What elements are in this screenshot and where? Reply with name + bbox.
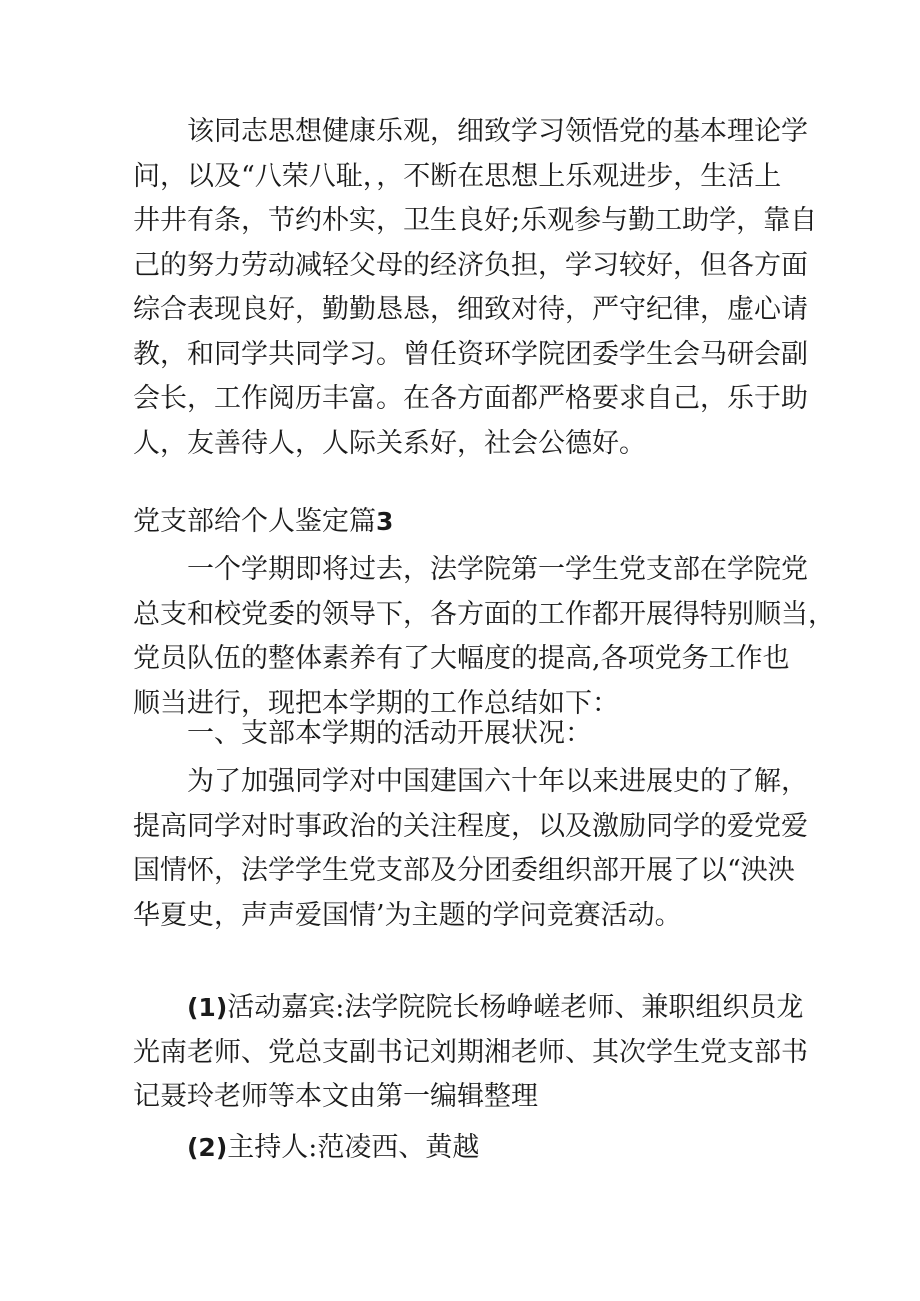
paragraph-1 [133, 110, 818, 466]
list-item-number: (2) [187, 1133, 228, 1162]
paragraph-line: 顺当进行，现把本学期的工作总结如下： [133, 687, 619, 719]
list-item-line [133, 986, 813, 1031]
list-item-line [133, 1126, 813, 1171]
paragraph-line: 己的努力劳动减轻父母的经济负担，学习较好，但各方面 [133, 249, 808, 281]
paragraph-line: 井井有条，节约朴实，卫生良好;乐观参与勤工助学，靠自 [133, 205, 818, 236]
paragraph-2 [133, 548, 835, 726]
paragraph-line: 为了加强同学对中国建国六十年以来进展史的了解， [187, 766, 808, 797]
list-item-text: 主持人:范凌西、黄越 [227, 1132, 480, 1163]
list-item-line: 光南老师、党总支副书记刘期湘老师、其次学生党支部书 [133, 1036, 808, 1068]
subsection-line: 一、支部本学期的活动开展状况： [187, 718, 592, 749]
list-item-line: 记聂玲老师等本文由第一编辑整理 [133, 1081, 538, 1112]
paragraph-line: 党员队伍的整体素养有了大幅度的提高,各项党务工作也 [133, 643, 790, 674]
heading-text: 党支部给个人鉴定篇 [133, 506, 376, 537]
heading-number: 3 [376, 507, 394, 536]
paragraph-line: 综合表现良好，勤勤恳恳，细致对待，严守纪律，虚心请 [133, 294, 808, 325]
paragraph-line: 总支和校党委的领导下，各方面的工作都开展得特别顺当， [133, 598, 835, 630]
paragraph-line: 教，和同学共同学习。曾任资环学院团委学生会马研会副 [133, 338, 808, 370]
paragraph-line: 提高同学对时事政治的关注程度，以及激励同学的爱党爱 [133, 810, 808, 842]
section-heading [133, 500, 813, 545]
paragraph-line: 国情怀，法学学生党支部及分团委组织部开展了以“泱泱 [133, 855, 795, 886]
list-item-text: 活动嘉宾:法学院院长杨峥嵯老师、兼职组织员龙 [227, 992, 804, 1023]
list-item-2 [133, 1126, 813, 1171]
list-item-number: (1) [187, 993, 228, 1022]
paragraph-line: 会长，工作阅历丰富。在各方面都严格要求自己，乐于助 [133, 383, 808, 414]
list-item-1 [133, 986, 813, 1120]
paragraph-line: 一个学期即将过去，法学院第一学生党支部在学院党 [187, 554, 808, 585]
paragraph-line: 该同志思想健康乐观，细致学习领悟党的基本理论学 [187, 116, 808, 147]
paragraph-3 [133, 760, 813, 938]
paragraph-line: 人，友善待人，人际关系好，社会公德好。 [133, 427, 646, 459]
paragraph-line: 问，以及“八荣八耻，，不断在思想上乐观进步，生活上 [133, 160, 782, 192]
paragraph-line: 华夏史，声声爱国情’为主题的学问竞赛活动。 [133, 899, 682, 931]
heading-line [133, 500, 813, 545]
subsection-title [133, 712, 813, 757]
